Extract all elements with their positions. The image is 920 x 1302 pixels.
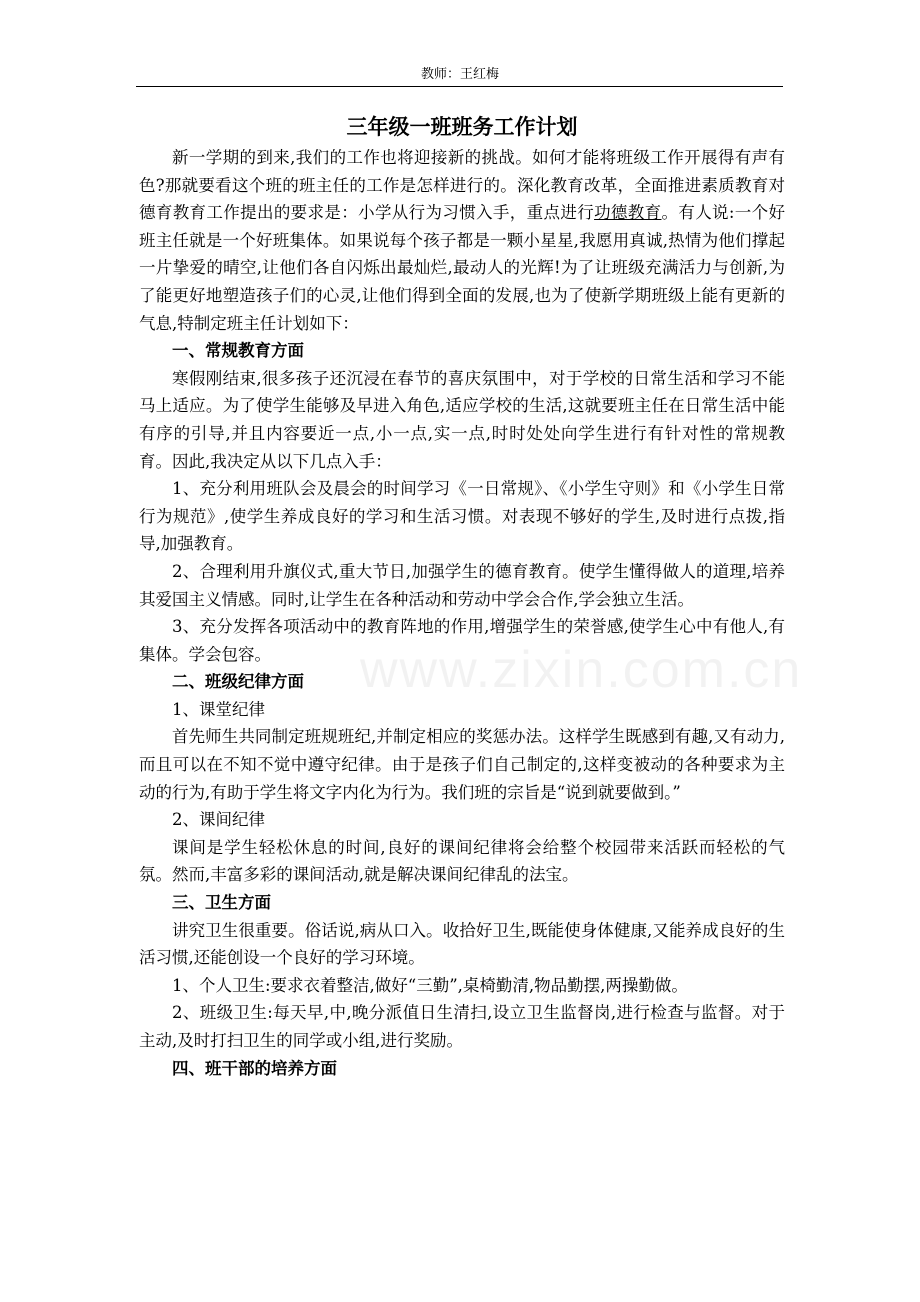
section2-paragraph-2: 课间是学生轻松休息的时间,良好的课间纪律将会给整个校园带来活跃而轻松的气氛。然而,丰富多彩的课间活动,就是解决课间纪律乱的法宝。: [139, 837, 785, 885]
section3-paragraph-3: 2、班级卫生:每天早,中,晚分派值日生清扫,设立卫生监督岗,进行检查与监督。对于主动,及时打扫卫生的同学或小组,进行奖励。: [139, 1003, 785, 1050]
intro-text-2: 。有人说:一个好班主任就是一个好班集体。如果说每个孩子都是一颗小星星,我愿用真诚,热情为他们撑起一片挚爱的晴空,让他们各自闪烁出最灿烂,最动人的光辉!为了让班级充满活力与创新,为了能更好地塑造孩子们的心灵,让他们得到全面的发展,也为了使新学期班级上能有更新的气息,特制定班主任计划如下：: [139, 203, 786, 333]
section-heading-routine-education: 一、常规教育方面: [172, 341, 304, 361]
section-heading-hygiene: 三、卫生方面: [172, 893, 271, 913]
intro-underlined-term[interactable]: 功德教育: [594, 203, 662, 223]
section2-subheading-recess: 2、课间纪律: [172, 810, 265, 830]
watermark-text: www.zixin.com.cn: [360, 641, 803, 699]
section-heading-class-cadre: 四、班干部的培养方面: [172, 1058, 337, 1078]
document-title: 三年级一班班务工作计划: [346, 115, 578, 139]
section1-paragraph-1: 寒假刚结束,很多孩子还沉浸在春节的喜庆氛围中，对于学校的日常生活和学习不能马上适应。为了使学生能够及早进入角色,适应学校的生活,这就要班主任在日常生活中能有序的引导,并且内容要近一点,小一点,实一点,时时处处向学生进行有针对性的常规教育。因此,我决定从以下几点入手：: [139, 368, 785, 471]
intro-text-1: 新一学期的到来,我们的工作也将迎接新的挑战。如何才能将班级工作开展得有声有色?那就要看这个班的班主任的工作是怎样进行的。深化教育改革，全面推进素质教育对德育教育工作提出的要求是：小学从行为习惯入手，重点进行: [139, 148, 785, 223]
section1-paragraph-4: 3、充分发挥各项活动中的教育阵地的作用,增强学生的荣誉感,使学生心中有他人,有集体。学会包容。: [139, 617, 785, 664]
section1-paragraph-2: 1、充分利用班队会及晨会的时间学习《一日常规》、《小学生守则》和《小学生日常行为规范》,使学生养成良好的学习和生活习惯。对表现不够好的学生,及时进行点拨,指导,加强教育。: [139, 479, 785, 554]
section-heading-class-discipline: 二、班级纪律方面: [172, 672, 304, 692]
section2-subheading-classroom: 1、课堂纪律: [172, 699, 265, 719]
section3-paragraph-1: 讲究卫生很重要。俗话说,病从口入。收拾好卫生,既能使身体健康,又能养成良好的生活习惯,还能创设一个良好的学习环境。: [139, 920, 785, 968]
document-body: [139, 110, 785, 1082]
page-header-teacher: 教师：王红梅: [420, 67, 499, 82]
section2-paragraph-1: 首先师生共同制定班规班纪,并制定相应的奖惩办法。这样学生既感到有趣,又有动力,而且可以在不知不觉中遵守纪律。由于是孩子们自己制定的,这样变被动的各种要求为主动的行为,有助于学生将文字内化为行为。我们班的宗旨是“说到就要做到。”: [139, 727, 785, 802]
section3-paragraph-2: 1、个人卫生:要求衣着整洁,做好“三勤”,桌椅勤清,物品勤摆,两操勤做。: [172, 975, 688, 995]
section1-paragraph-3: 2、合理利用升旗仪式,重大节日,加强学生的德育教育。使学生懂得做人的道理,培养其爱国主义情感。同时,让学生在各种活动和劳动中学会合作,学会独立生活。: [139, 561, 785, 609]
header-divider: [136, 86, 783, 87]
intro-paragraph: [139, 144, 785, 337]
